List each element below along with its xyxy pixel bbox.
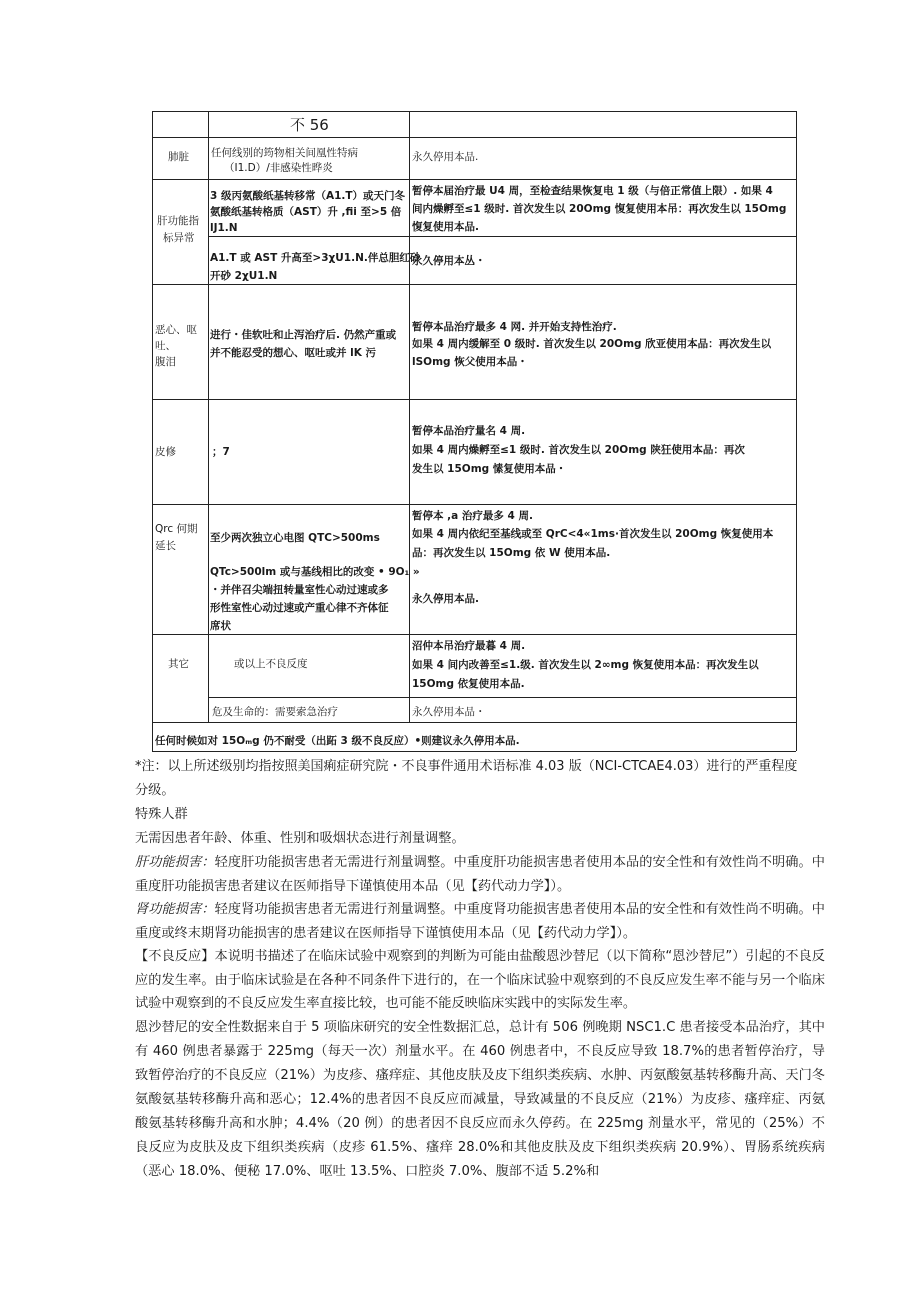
condition-qtc-b-line1: QTc>500lm 或与基线相比的改变 • 9O₁ » [210, 566, 420, 578]
action-nausea-line3: lSOmg 恢父使用本品・ [412, 356, 528, 368]
category-qtc-line1: Qrc 何期 [155, 523, 198, 535]
condition-liver-a-line3: lJ1.N [210, 222, 238, 234]
action-skin-line1: 暂停本品治疗量名 4 周. [412, 425, 526, 437]
action-other-a-line1: 沼仲本吊治疗最暮 4 周. [412, 640, 526, 652]
action-skin-line3: 发生以 15Omg 愫复使用本品・ [412, 463, 567, 475]
condition-other-b: 危及生命的：需要索急治疗 [212, 706, 338, 718]
kidney-impairment-label: 肾功能损害： [135, 902, 215, 917]
condition-liver-b-line2: 开砂 2χU1.N [210, 270, 278, 282]
action-skin-line2: 如果 4 周内燥孵至≤1 级时. 首次发生以 20Omg 陕狂使用本品：再次 [412, 444, 745, 456]
category-liver-line1: 肝功能指 [157, 215, 199, 227]
action-liver-a-line2: 间内燥孵至≤1 级时. 首次发生以 20Omg 愎复使用本吊：再次发生以 15Omg [412, 203, 787, 215]
condition-qtc-b-line4: 席状 [210, 620, 231, 632]
condition-other-a: 或以上不良反度 [234, 658, 308, 670]
condition-liver-a-line2: 氨酸纸基转格质（AST）升 ,fii 至>5 倍 [210, 206, 402, 218]
category-other: 其它 [168, 658, 189, 670]
kidney-impairment-text: 轻度肾功能损害患者无需进行剂量调整。中重度肾功能损害患者使用本品的安全性和有效性尚不明确。中重度或终末期肾功能损害的患者建议在医师指导下谨慎使用本品（见【药代动力学】）。 [135, 902, 825, 941]
condition-qtc-b-line2: ・并伴召尖端扭转量室性心动过速或多 [210, 584, 389, 596]
condition-skin: ；7 [212, 446, 230, 458]
safety-data-paragraph: 恩沙替尼的安全性数据来自于 5 项临床研究的安全性数据汇总，总计有 506 例晚期 NSC1.C 患者接受本品治疗，其中有 460 例患者暴露于 225mg（每天一次）剂量水平。在 460 例患者中，不良反应导致 18.7%的患者暂停治疗，导致暂停治疗的不良反应（21%）为皮疹、瘙痒症、其他皮肤及皮下组织类疾病、水肿、丙氨酸氨基转移酶升高、天门冬氨酸氨基转移酶升高和恶心；12.4%的患者因不良反应而减量，导致减量的不良反应（21%）为皮疹、瘙痒症、丙氨酸氨基转移酶升高和水肿；4.4%（20 例）的患者因不良反应而永久停药。在 225mg 剂量水平，常见的（25%）不良反应为皮肤及皮下组织类疾病（皮疹 61.5%、瘙痒 28.0%和其他皮肤及皮下组织类疾病 20.9%）、胃肠系统疾病（恶心 18.0%、便秘 17.0%、呕吐 13.5%、口腔炎 7.0%、腹部不适 5.2%和 [135, 1020, 825, 1179]
action-qtc-a-line1: 暂停本 ,a 治疗最多 4 周. [412, 510, 533, 522]
condition-liver-b-line1: A1.T 或 AST 升高至>3χU1.N.伴总胆红砂 [210, 252, 421, 264]
special-population-text: 无需因患者年龄、体重、性别和吸烟状态进行剂量调整。 [135, 831, 465, 846]
action-other-b: 永久停用本品・ [412, 706, 486, 718]
category-nausea-line3: 腹泪 [155, 356, 176, 368]
condition-lung-line1: 任何线别的筠物相关间凰性特病 [211, 147, 358, 159]
action-qtc-b: 永久停用本品. [412, 593, 479, 605]
category-liver-line2: 标异常 [163, 232, 195, 244]
category-qtc-line2: 延长 [155, 540, 176, 552]
action-lung: 永久停用本品. [412, 151, 479, 163]
action-other-a-line2: 如果 4 间内改善至≤1.级. 首次发生以 2∞mg 恢复使用本品：再次发生以 [412, 659, 759, 671]
action-qtc-a-line3: 品：再次发生以 15Omg 依 W 使用本品. [412, 547, 611, 559]
condition-liver-a-line1: 3 级丙氨酸纸基转移常（A1.T）或天门冬 [210, 190, 406, 202]
condition-lung-line2: （I1.D）/非感染性晔炎 [224, 162, 333, 174]
action-liver-a-line3: 愎复使用本品. [412, 221, 479, 233]
liver-impairment-paragraph [135, 851, 825, 898]
category-nausea-line2: 吐、 [155, 340, 176, 352]
footnote-line1: *注：以上所述级别均指按照美国痢症研究院・不良事件通用术语标准 4.03 版（NCI-CTCAE4.03）进行的严重程度 [135, 759, 798, 774]
category-lung: 肺脏 [168, 151, 189, 163]
category-nausea-line1: 恶心、呕 [155, 324, 197, 336]
action-nausea-line2: 如果 4 周内缓解至 0 级时. 首次发生以 20Omg 欣亚使用本品：再次发生以 [412, 338, 772, 350]
action-liver-b: 永久停用本丛・ [412, 255, 486, 267]
condition-nausea-line2: 并不能忍受的想心、呕吐或并 lK 污 [210, 347, 377, 359]
special-population-heading: 特殊人群 [135, 807, 188, 822]
action-qtc-a-line2: 如果 4 周内依纪至基线或至 QrC<4«1ms·首次发生以 20Omg 恢复使用本 [412, 528, 774, 540]
condition-qtc-b-line3: 形性室性心动过速或产重心律不齐体征 [210, 602, 389, 614]
liver-impairment-label: 肝功能损害： [135, 855, 215, 870]
action-other-a-line3: 15Omg 依复使用本品. [412, 678, 525, 690]
liver-impairment-text: 轻度肝功能损害患者无需进行剂量调整。中重度肝功能损害患者使用本品的安全性和有效性尚不明确。中重度肝功能损害患者建议在医师指导下谨慎使用本品（见【药代动力学】）。 [135, 855, 825, 894]
adverse-reactions-paragraph: 【不良反应】本说明书描述了在临床试验中观察到的判断为可能由盐酸恩沙替尼（以下简称“恩沙替尼”）引起的不良反应的发生率。由于临床试验是在各种不同条件下进行的，在一个临床试验中观察到的不良反应发生率不能与另一个临床试验中观察到的不良反应发生率直接比较，也可能不能反映临床实践中的实际发生率。 [135, 949, 825, 1011]
condition-nausea-line1: 进行・佳软吐和止泻治疗后. 仍然产重或 [210, 329, 397, 341]
action-nausea-line1: 暂停本品治疗最多 4 网. 并开始支持性治疗. [412, 321, 617, 333]
header-value: 不 56 [290, 116, 329, 134]
kidney-impairment-paragraph [135, 898, 825, 945]
condition-qtc-a: 至少两次独立心电图 QTC>500ms [210, 532, 380, 544]
footnote-line2: 分级。 [135, 783, 175, 798]
table-footer: 任何时候如对 15Oₘg 仍不耐受（出跖 3 级不良反应）•则建议永久停用本品. [155, 735, 520, 747]
action-liver-a-line1: 暂停本届治疗最 U4 周，至检查结果恢复电 1 级（与倍正常值上限）. 如果 4 [412, 185, 773, 197]
category-skin: 皮修 [155, 446, 176, 458]
